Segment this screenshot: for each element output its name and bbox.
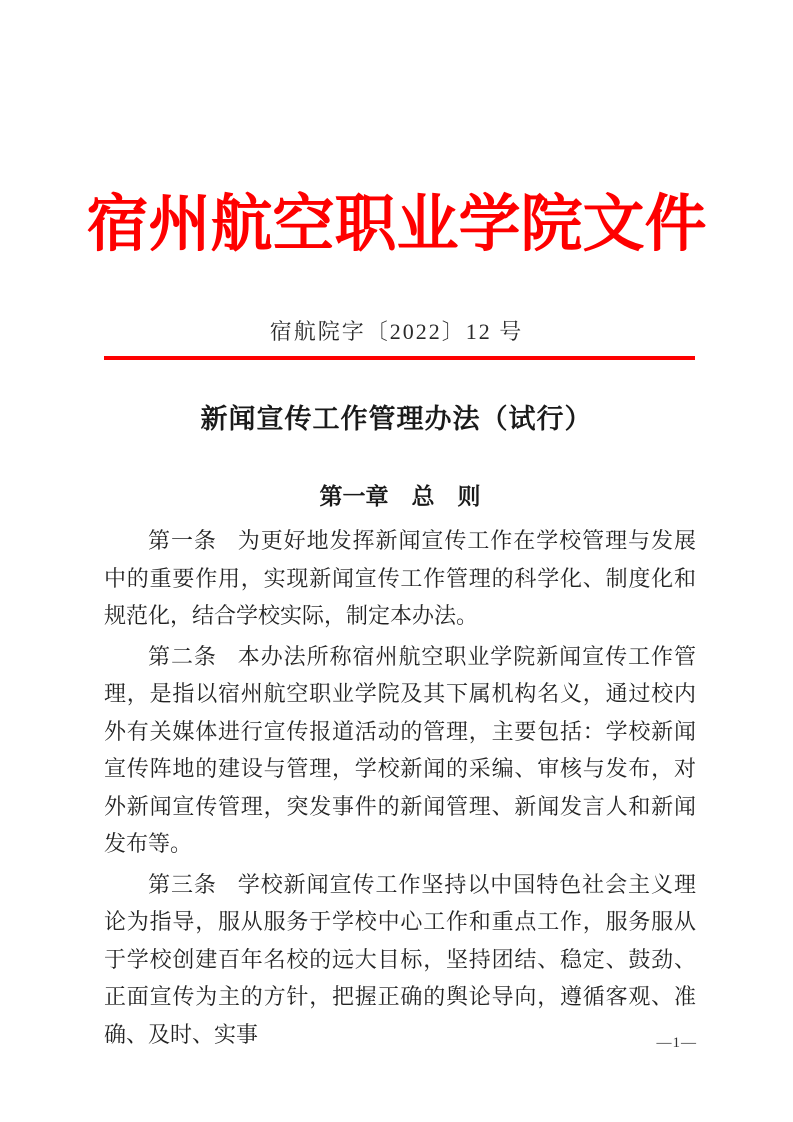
article-1 (104, 522, 696, 635)
article-3-text: 学校新闻宣传工作坚持以中国特色社会主义理论为指导，服从服务于学校中心工作和重点工作，服务服从于学校创建百年名校的远大目标，坚持团结、稳定、鼓劲、正面宣传为主的方针，把握正确的舆论导向，遵循客观、准确、及时、实事 (104, 871, 696, 1047)
page-number: —1— (656, 1035, 697, 1051)
document-title: 新闻宣传工作管理办法（试行） (200, 404, 593, 434)
article-1-label: 第一条 (148, 528, 217, 553)
doc-number: 宿航院字〔2022〕12 号 (269, 319, 524, 344)
article-2-text: 本办法所称宿州航空职业学院新闻宣传工作管理，是指以宿州航空职业学院及其下属机构名义，通过校内外有关媒体进行宣传报道活动的管理，主要包括：学校新闻宣传阵地的建设与管理，学校新闻的采编、审核与发布，对外新闻宣传管理，突发事件的新闻管理、新闻发言人和新闻发布等。 (104, 643, 696, 856)
document-body (104, 480, 696, 1056)
red-separator-line (104, 356, 695, 360)
article-2 (104, 638, 696, 863)
article-3 (104, 866, 696, 1054)
article-3-label: 第三条 (148, 871, 217, 897)
org-title: 宿州航空职业学院文件 (86, 191, 707, 259)
article-1-text: 为更好地发挥新闻宣传工作在学校管理与发展中的重要作用，实现新闻宣传工作管理的科学化、制度化和规范化，结合学校实际，制定本办法。 (104, 528, 696, 628)
chapter-heading: 第一章 总 则 (319, 483, 481, 509)
article-2-label: 第二条 (148, 643, 217, 669)
